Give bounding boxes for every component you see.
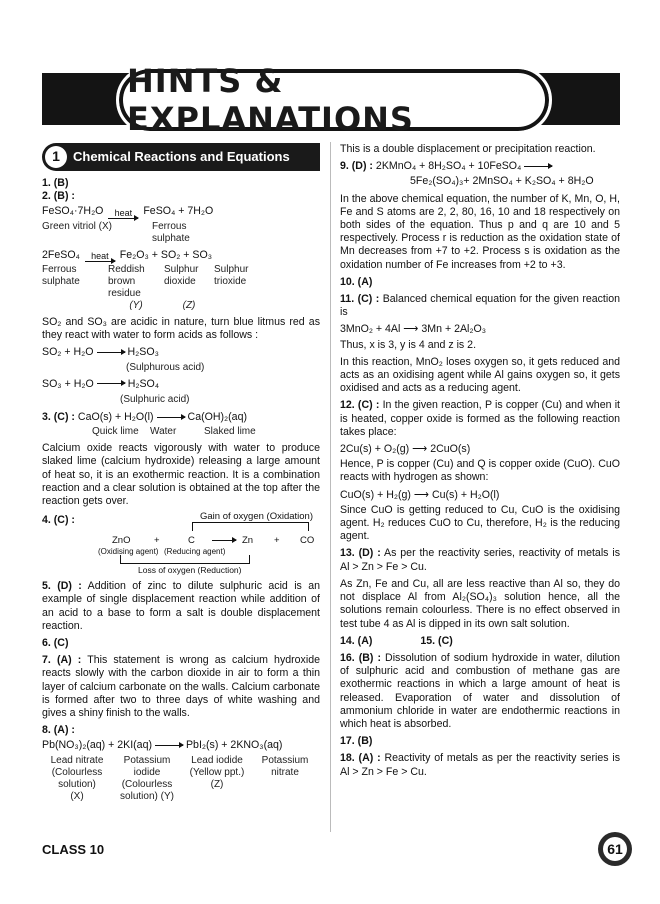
equation-9-line1: 9. (D) : 2KMnO₄ + 8H₂SO₄ + 10FeSO₄ [340, 160, 620, 173]
paragraph-12b: Hence, P is copper (Cu) and Q is copper oxide (CuO). CuO reacts with hydrogen as shown: [340, 458, 620, 484]
chapter-heading [42, 143, 320, 171]
answer-1: 1. (B) [42, 177, 69, 189]
equation-3: 3. (C) : CaO(s) + H₂O(l) Ca(OH)₂(aq) [42, 411, 247, 424]
equation-12a: 2Cu(s) + O₂(g) ⟶ 2CuO(s) [340, 443, 471, 456]
paragraph-18: 18. (A) : Reactivity of metals as per the reactivity series is Al > Zn > Fe > Cu. [340, 752, 620, 778]
paragraph-3: Calcium oxide reacts vigorously with water to produce slaked lime (calcium hydroxide) releasing a large amount of heat so, it is an exothermic reaction. It is a combination reaction and a clear solution is obtained at the top after the reaction gets over. [42, 442, 320, 508]
paragraph-12a: 12. (C) : In the given reaction, P is copper (Cu) and when it is heated, copper oxide is formed as the following reaction takes place: [340, 399, 620, 438]
page-title: HINTS & EXPLANATIONS [127, 62, 414, 138]
equation-8: Pb(NO₃)₂(aq) + 2KI(aq) PbI₂(s) + 2KNO₃(aq) [42, 739, 283, 752]
oxidation-label: Gain of oxygen (Oxidation) [200, 511, 314, 523]
reduction-label: Loss of oxygen (Reduction) [138, 565, 242, 576]
equation-2b: 2FeSO₄ heat Fe₂O₃ + SO₂ + SO₃ [42, 248, 213, 261]
paragraph-9: In the above chemical equation, the number of K, Mn, O, H, Fe and S atoms are 2, 2, 80, 16, 10 and 18 respectively on both sides of the equation. Thus p and q are 10 and 5 respectively. Process r is reduction as the oxidation state of Mn decreases from +7 to +2. Process s is oxidation as the oxidation number of Fe increases from +2 to +3. [340, 192, 620, 271]
equation-2a-labels: Green vitriol (X) Ferrous sulphate [42, 220, 190, 244]
chapter-title: Chemical Reactions and Equations [73, 149, 290, 165]
paragraph-11c: In this reaction, MnO₂ loses oxygen so, it gets reduced and acts as an oxidising agent while Al gains oxygen so, it gets oxidised and acts as a reducing agent. [340, 355, 620, 395]
paragraph-13b: As Zn, Fe and Cu, all are less reactive than Al so, they do not displace Al from Al₂(SO₄)₃ solution hence, all the solutions remain colourless. There is no effect observed in test tube 4 as Al is dipped in its own salt solution. [340, 577, 620, 630]
equation-sulphuric: SO₃ + H₂O H₂SO₄ [42, 377, 160, 390]
answer-10: 10. (A) [340, 275, 373, 288]
right-column [340, 143, 620, 783]
label-sulphurous: (Sulphurous acid) [126, 362, 205, 374]
equation-2a: FeSO₄·7H₂O heat FeSO₄ + 7H₂O [42, 205, 214, 218]
paragraph-11a: 11. (C) : Balanced chemical equation for the given reaction is [340, 293, 621, 319]
equation-2b-labels: Ferrous Reddish Sulphur Sulphur sulphate brown dioxide trioxide residue (Y) (Z) [42, 263, 249, 311]
equation-3-labels: Quick lime Water Slaked lime [92, 426, 256, 438]
answer-17: 17. (B) [340, 735, 373, 748]
paragraph-16: 16. (B) : Dissolution of sodium hydroxide in water, dilution of sulphuric acid and combustion of methane gas are exothermic reactions in which a large amount of heat is released. Evaporation of water and dissolution of ammonium chloride in water are endothermic reactions in which heat is absorbed. [340, 651, 620, 730]
paragraph-5: 5. (D) : Addition of zinc to dilute sulphuric acid is an example of single displacement reaction while addition of an acid to a base to form a salt is double displacement reaction. [42, 580, 320, 632]
paragraph-top: This is a double displacement or precipitation reaction. [340, 143, 596, 155]
paragraph-2: SO₂ and SO₃ are acidic in nature, turn blue litmus red as they react with water to form acids as follows : [42, 315, 320, 342]
equation-8-labels: Lead nitrate Potassium Lead iodide Potassium (Colourless iodide (Yellow ppt.) nitrate solution) (Colourless (Z) (X) solution) (Y) [50, 754, 309, 802]
page-number-badge [598, 832, 632, 866]
left-column [42, 143, 320, 807]
answer-6: 6. (C) [42, 637, 69, 650]
paragraph-7: 7. (A) : This statement is wrong as calcium hydroxide reacts slowly with the carbon dioxide in air to form a thin layer of calcium carbonate on the walls. Calcium carbonate is formed after two to three days of white washing and gives a shiny finish to the walls. [42, 654, 320, 720]
answer-8: 8. (A) : [42, 724, 75, 737]
column-divider [330, 142, 331, 832]
equation-sulphurous: SO₂ + H₂O H₂SO₃ [42, 346, 159, 359]
title-pill [116, 62, 552, 138]
answer-2: 2. (B) : [42, 190, 75, 203]
label-sulphuric: (Sulphuric acid) [120, 393, 190, 405]
chapter-number: 1 [45, 146, 67, 168]
equation-11: 3MnO₂ + 4Al ⟶ 3Mn + 2Al₂O₃ [340, 323, 487, 336]
paragraph-13a: 13. (D) : As per the reactivity series, reactivity of metals is Al > Zn > Fe > Cu. [340, 547, 620, 573]
page-number: 61 [603, 837, 627, 861]
paragraph-12c: Since CuO is getting reduced to Cu, CuO is the oxidising agent. H₂ reduces CuO to Cu, therefore, H₂ is the reducing agent. [340, 503, 620, 543]
equation-12b: CuO(s) + H₂(g) ⟶ Cu(s) + H₂O(l) [340, 488, 500, 501]
equation-9-line2: 5Fe₂(SO₄)₃+ 2MnSO₄ + K₂SO₄ + 8H₂O [410, 175, 594, 188]
answers-14-15: 14. (A) 15. (C) [340, 634, 453, 647]
paragraph-11b: Thus, x is 3, y is 4 and z is 2. [340, 338, 477, 351]
redox-diagram: 4. (C) : Gain of oxygen (Oxidation) ZnO + C Zn + CO (Oxidising agent) (Reducing agent) Loss of oxygen (Reduction) [42, 512, 320, 574]
footer-class-label: CLASS 10 [42, 842, 105, 857]
